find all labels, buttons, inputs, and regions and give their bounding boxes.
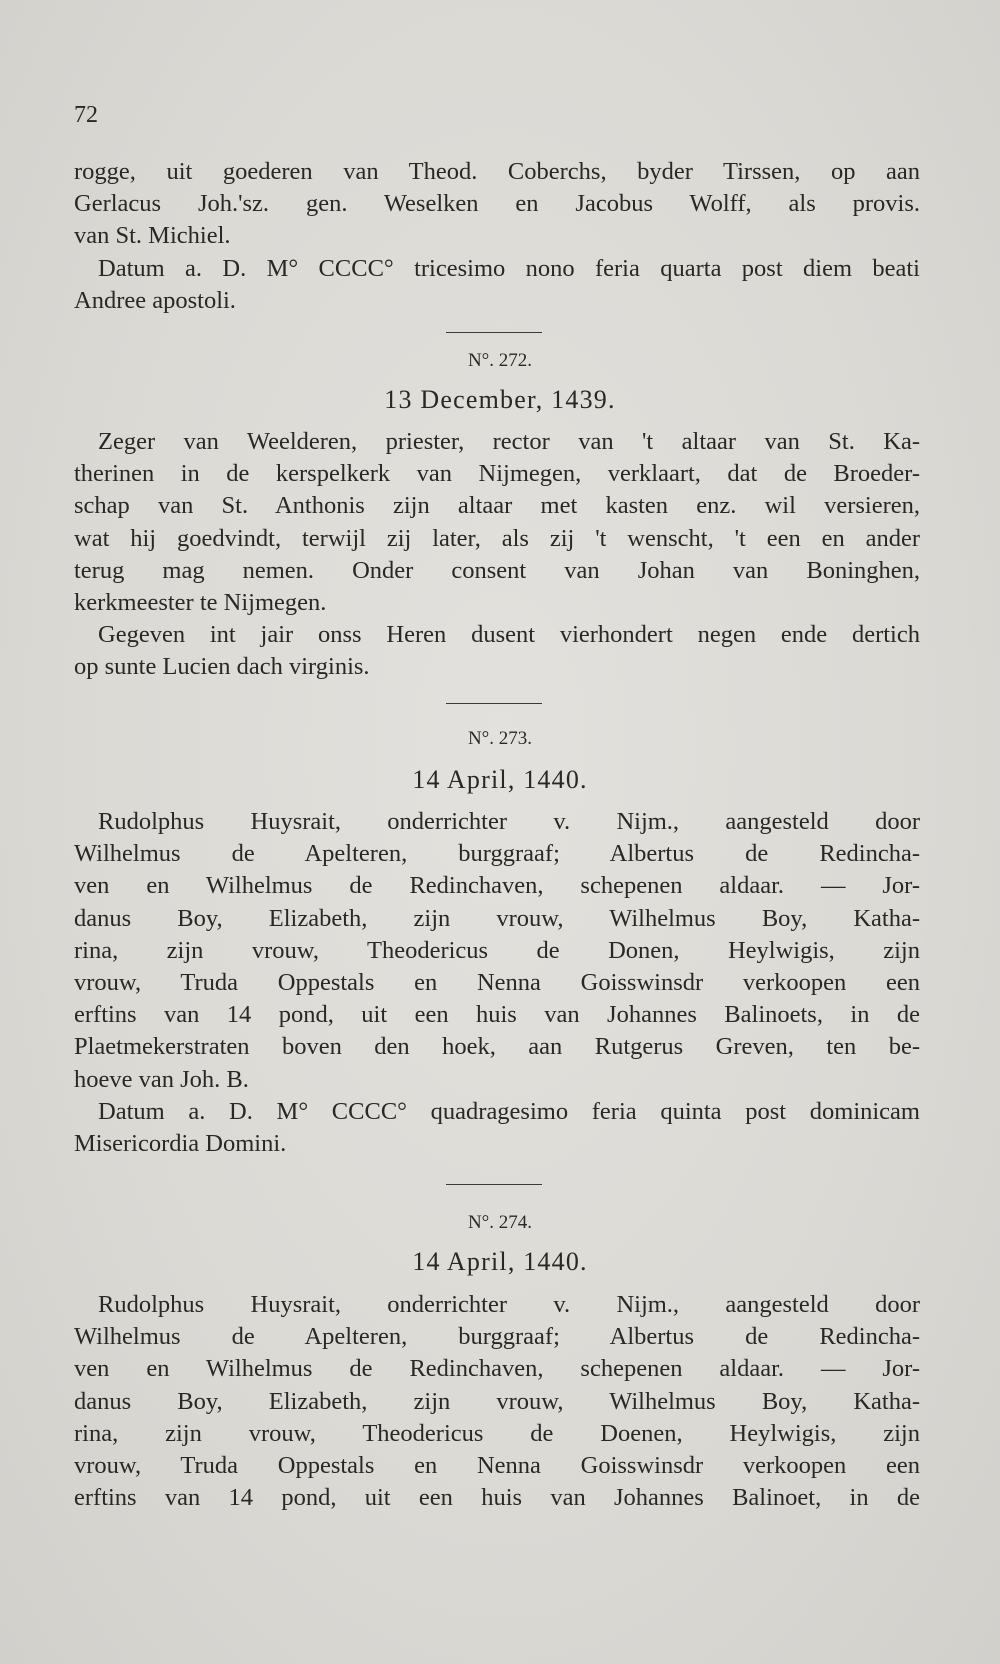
section-divider bbox=[446, 1184, 542, 1185]
text-line: Andree apostoli. bbox=[74, 286, 236, 314]
page-number: 72 bbox=[74, 102, 98, 128]
text-line: Rudolphus Huysrait, onderrichter v. Nijm., aangesteld door bbox=[98, 808, 920, 835]
intro-paragraph bbox=[74, 156, 920, 317]
text-line: rina, zijn vrouw, Theodericus de Donen, Heylwigis, zijn bbox=[74, 936, 920, 964]
text-line: Datum a. D. M° CCCC° quadragesimo feria quinta post dominicam bbox=[98, 1097, 920, 1125]
text-line: rina, zijn vrouw, Theodericus de Doenen, Heylwigis, zijn bbox=[74, 1419, 920, 1447]
text-line: therinen in de kerspelkerk van Nijmegen, verklaart, dat de Broeder- bbox=[74, 460, 920, 488]
text-line: Gegeven int jair onss Heren dusent vierhondert negen ende dertich bbox=[98, 621, 920, 649]
text-line: danus Boy, Elizabeth, zijn vrouw, Wilhelmus Boy, Katha- bbox=[74, 1387, 920, 1415]
text-line: Misericordia Domini. bbox=[74, 1130, 287, 1158]
text-line: op sunte Lucien dach virginis. bbox=[74, 653, 370, 681]
text-line: erftins van 14 pond, uit een huis van Johannes Balinoets, in de bbox=[74, 1001, 920, 1029]
entry-date: 13 December, 1439. bbox=[384, 385, 616, 414]
section-divider bbox=[446, 332, 542, 333]
section-divider bbox=[446, 703, 542, 704]
text-line: schap van St. Anthonis zijn altaar met kasten enz. wil versieren, bbox=[74, 492, 920, 520]
text-line: ven en Wilhelmus de Redinchaven, schepenen aldaar. — Jor- bbox=[74, 872, 920, 900]
text-line: hoeve van Joh. B. bbox=[74, 1065, 249, 1093]
text-line: terug mag nemen. Onder consent van Johan van Boninghen, bbox=[74, 556, 920, 584]
entry-date: 14 April, 1440. bbox=[412, 1247, 588, 1276]
text-line: van St. Michiel. bbox=[74, 222, 231, 250]
text-line: Datum a. D. M° CCCC° tricesimo nono feria quarta post diem beati bbox=[98, 254, 920, 282]
text-line: vrouw, Truda Oppestals en Nenna Goisswinsdr verkoopen een bbox=[74, 1452, 920, 1480]
text-line: vrouw, Truda Oppestals en Nenna Goisswinsdr verkoopen een bbox=[74, 969, 920, 997]
entry-paragraph bbox=[74, 1289, 920, 1514]
text-line: Gerlacus Joh.'sz. gen. Weselken en Jacobus Wolff, als provis. bbox=[74, 190, 920, 218]
text-line: ven en Wilhelmus de Redinchaven, schepenen aldaar. — Jor- bbox=[74, 1355, 920, 1383]
entry-number: N°. 272. bbox=[467, 350, 533, 371]
text-line: Zeger van Weelderen, priester, rector van 't altaar van St. Ka- bbox=[98, 428, 920, 455]
entry-paragraph bbox=[74, 806, 920, 1160]
text-line: Plaetmekerstraten boven den hoek, aan Rutgerus Greven, ten be- bbox=[74, 1033, 920, 1061]
text-line: wat hij goedvindt, terwijl zij later, als zij 't wenscht, 't een en ander bbox=[74, 524, 920, 552]
text-line: Rudolphus Huysrait, onderrichter v. Nijm., aangesteld door bbox=[98, 1291, 920, 1318]
entry-number: N°. 273. bbox=[467, 728, 533, 749]
text-line: Wilhelmus de Apelteren, burggraaf; Albertus de Redincha- bbox=[74, 1323, 920, 1351]
text-line: rogge, uit goederen van Theod. Coberchs, byder Tirssen, op aan bbox=[74, 158, 920, 185]
text-line: kerkmeester te Nijmegen. bbox=[74, 589, 327, 617]
text-line: Wilhelmus de Apelteren, burggraaf; Albertus de Redincha- bbox=[74, 840, 920, 868]
entry-number: N°. 274. bbox=[467, 1212, 533, 1233]
text-line: danus Boy, Elizabeth, zijn vrouw, Wilhelmus Boy, Katha- bbox=[74, 904, 920, 932]
text-line: erftins van 14 pond, uit een huis van Johannes Balinoet, in de bbox=[74, 1484, 920, 1512]
entry-paragraph bbox=[74, 426, 920, 684]
entry-date: 14 April, 1440. bbox=[412, 765, 588, 794]
